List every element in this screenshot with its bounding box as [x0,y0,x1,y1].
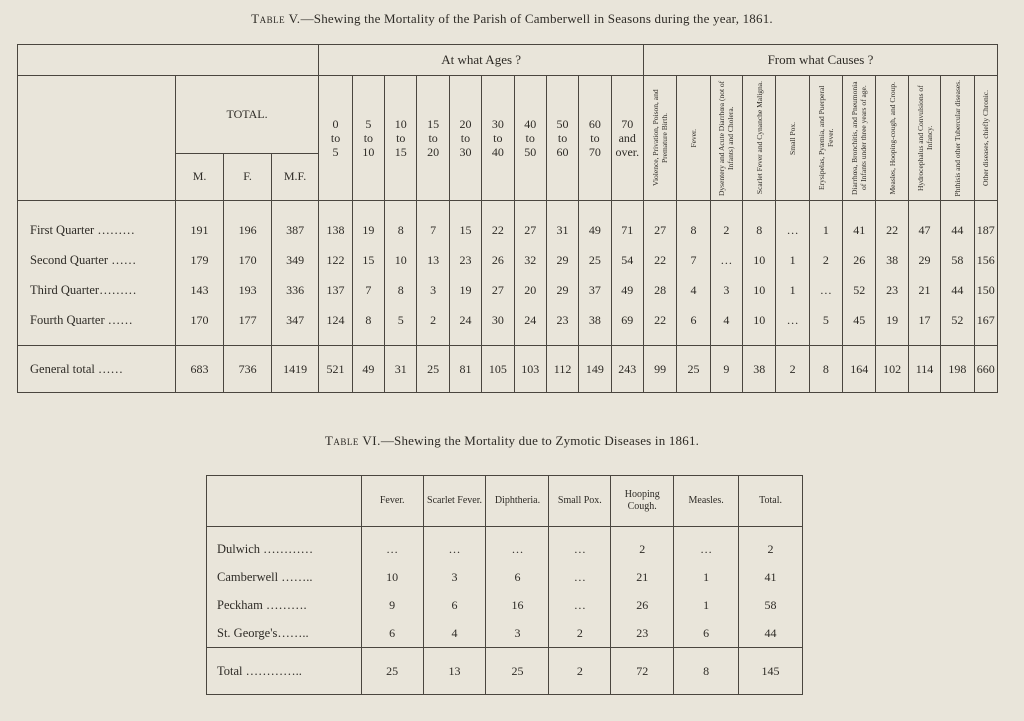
table-cell: 6 [423,591,486,619]
row-label: Dulwich ………… [217,541,314,556]
cause-header [776,76,809,201]
row-label: Total ………….. [207,648,362,695]
table-cell: 26 [482,245,514,275]
table-cell: 29 [546,245,578,275]
table-row [18,275,998,305]
cause-header-text: Scarlet Fever and Cynanche Maligna. [754,81,764,195]
age-group-text: to [557,131,568,145]
sex-header: M. [175,153,224,200]
table-cell: 26 [843,245,876,275]
row-label: Camberwell …….. [217,569,313,584]
table-cell: 72 [611,648,674,695]
table-cell: 10 [743,275,776,305]
table-cell: 8 [385,201,417,246]
age-group-text: 40 [524,117,537,131]
table-cell: 49 [611,275,643,305]
table-cell: 9 [710,346,742,393]
table-cell: … [776,201,809,246]
age-group-text: 60 [588,117,601,131]
cause-header-text: Phthisis and other Tubercular diseases. [952,79,962,197]
age-group-text: 10 [394,117,407,131]
table-cell: 20 [514,275,546,305]
table-cell: 170 [175,305,224,346]
table-cell: 179 [175,245,224,275]
table-cell: … [549,527,611,564]
table-cell: 2 [776,346,809,393]
table-cell: 23 [611,619,674,648]
table-cell: 150 [974,275,997,305]
table-cell: 137 [319,275,352,305]
table-cell: 25 [417,346,449,393]
cause-header-text: Small Pox. [788,121,798,155]
table-cell: 31 [546,201,578,246]
table-cell: 41 [739,563,803,591]
table-row [207,563,803,591]
age-group-text: 30 [491,117,504,131]
table-cell: 3 [710,275,742,305]
table-cell: … [710,245,742,275]
cause-header [876,76,908,201]
table-cell: 164 [843,346,876,393]
table-cell: 2 [739,527,803,564]
table-cell: 22 [643,305,676,346]
table-cell: … [776,305,809,346]
table-cell: 24 [514,305,546,346]
table-cell: 52 [843,275,876,305]
table-vi-caption [0,433,1024,449]
table-cell: 193 [224,275,272,305]
ages-header: At what Ages ? [319,45,644,76]
table-cell: 198 [941,346,974,393]
table-cell: 71 [611,201,643,246]
table-cell: 3 [417,275,449,305]
table-cell: 25 [361,648,423,695]
table-cell: 8 [809,346,842,393]
age-group-text: to [396,131,406,145]
table-row [207,527,803,564]
column-header: Total. [739,476,803,527]
table-cell: 8 [352,305,384,346]
table-cell: 8 [743,201,776,246]
table-cell: 105 [482,346,514,393]
table-cell: 21 [908,275,940,305]
age-group-text: 20 [427,145,440,159]
table-cell: 387 [271,201,319,246]
table-cell: 347 [271,305,319,346]
table-cell: 191 [175,201,224,246]
table-cell: 28 [643,275,676,305]
table-vi [206,475,803,695]
table-row [18,201,998,246]
table-cell: 23 [449,245,481,275]
age-group-header [482,76,514,201]
table-cell: 32 [514,245,546,275]
row-label: Third Quarter……… [30,282,137,297]
table-cell: 349 [271,245,319,275]
table-cell: 38 [743,346,776,393]
age-group-text: to [493,131,503,145]
table-cell: 8 [674,648,739,695]
age-group-text: 70 [621,117,634,131]
cause-header-text: Diarrhœa, Bronchitis, and Pneumonia of Infants under three years of age. [850,81,869,195]
age-group-header [546,76,578,201]
table-cell: 5 [385,305,417,346]
age-group-text: to [590,131,600,145]
age-group-text: 50 [556,117,569,131]
column-header: Diphtheria. [486,476,549,527]
age-group-header [417,76,449,201]
table-cell: 7 [352,275,384,305]
table-cell: 7 [677,245,710,275]
table-cell: 17 [908,305,940,346]
sex-header: F. [224,153,272,200]
column-header: Scarlet Fever. [423,476,486,527]
table-cell: 5 [809,305,842,346]
table-cell: 27 [514,201,546,246]
table-cell: 170 [224,245,272,275]
table-cell: 44 [941,201,974,246]
table-cell: 4 [677,275,710,305]
table-cell: 54 [611,245,643,275]
column-header: Measles. [674,476,739,527]
table-cell: 10 [743,245,776,275]
cause-header-text: Erysipelas, Pyæmia, and Puerperal Fever. [816,85,835,191]
column-header: Fever. [361,476,423,527]
table-cell: 143 [175,275,224,305]
table-cell: 103 [514,346,546,393]
table-cell: … [486,527,549,564]
table-cell: 24 [449,305,481,346]
age-group-text: over. [615,145,640,159]
table-row [18,245,998,275]
table-cell: … [674,527,739,564]
table-v-caption-label: Table V. [251,11,301,26]
table-cell: 31 [385,346,417,393]
table-cell: 69 [611,305,643,346]
age-group-text: 70 [588,145,601,159]
table-cell: 29 [908,245,940,275]
table-v-caption [0,11,1024,27]
table-cell: 49 [352,346,384,393]
table-cell: 2 [611,527,674,564]
row-label: Second Quarter …… [30,252,137,267]
table-cell: 52 [941,305,974,346]
table-cell: 1 [674,591,739,619]
table-cell: 25 [677,346,710,393]
age-group-text: to [330,131,341,145]
cause-header-text: Violence, Privation, Poison, and Premature Birth. [651,89,670,187]
table-cell: 196 [224,201,272,246]
row-label: Fourth Quarter …… [30,312,133,327]
table-cell: … [423,527,486,564]
table-cell: 2 [549,619,611,648]
table-cell: 2 [549,648,611,695]
cause-header-text: Hydrocephalus and Convulsions of Infancy. [915,85,934,191]
row-label: St. George's…….. [217,625,309,640]
age-group-text: 60 [556,145,569,159]
sex-header: M.F. [271,153,319,200]
table-cell: 156 [974,245,997,275]
age-group-header [579,76,611,201]
table-cell: 124 [319,305,352,346]
total-header: TOTAL. [175,76,319,154]
table-cell: 683 [175,346,224,393]
table-v-caption-text: —Shewing the Mortality of the Parish of Camberwell in Seasons during the year, 1861. [300,11,773,26]
table-cell: 23 [546,305,578,346]
table-cell: 21 [611,563,674,591]
row-label: General total …… [18,346,176,393]
table-cell: 19 [449,275,481,305]
table-cell: … [549,591,611,619]
table-cell: 2 [809,245,842,275]
age-group-text: to [428,131,438,145]
table-cell: 660 [974,346,997,393]
column-header: Hooping Cough. [611,476,674,527]
table-cell: 22 [643,245,676,275]
table-cell: 27 [482,275,514,305]
age-group-text: to [460,131,471,145]
table-cell: 1419 [271,346,319,393]
cause-header [643,76,676,201]
age-group-header [352,76,384,201]
table-cell: 187 [974,201,997,246]
table-cell: 114 [908,346,940,393]
cause-header-text: Dysentery and Acute Diarrhœa (not of Infants) and Cholera. [717,80,736,196]
table-cell: 19 [876,305,908,346]
row-label: Peckham ………. [217,597,307,612]
table-cell: 41 [843,201,876,246]
table-cell: 38 [579,305,611,346]
table-cell: 4 [710,305,742,346]
age-group-text: 0 [332,117,339,131]
age-group-text: 5 [332,145,339,159]
total-row [207,648,803,695]
table-cell: 22 [482,201,514,246]
table-cell: 44 [739,619,803,648]
age-group-text: 30 [459,145,472,159]
table-cell: 145 [739,648,803,695]
table-vi-caption-label: Table VI. [324,433,381,448]
table-cell: 9 [361,591,423,619]
table-cell: … [549,563,611,591]
table-cell: 177 [224,305,272,346]
table-cell: 99 [643,346,676,393]
table-row [18,305,998,346]
table-cell: 15 [449,201,481,246]
table-cell: 47 [908,201,940,246]
table-cell: 13 [417,245,449,275]
table-cell: 138 [319,201,352,246]
age-group-header [385,76,417,201]
cause-header [809,76,842,201]
age-group-text: 50 [524,145,537,159]
table-cell: 6 [486,563,549,591]
age-group-text: and [618,131,636,145]
cause-header [974,76,997,201]
cause-header-text: Measles, Hooping-cough, and Croup. [887,81,897,195]
table-cell: 10 [385,245,417,275]
table-cell: 4 [423,619,486,648]
table-cell: 19 [352,201,384,246]
causes-header: From what Causes ? [643,45,997,76]
table-cell: … [361,527,423,564]
age-group-text: 10 [362,145,375,159]
table-cell: 6 [677,305,710,346]
table-cell: 6 [361,619,423,648]
table-cell: 112 [546,346,578,393]
table-cell: 2 [710,201,742,246]
table-cell: 25 [579,245,611,275]
table-cell: 49 [579,201,611,246]
table-cell: 336 [271,275,319,305]
table-cell: 58 [739,591,803,619]
table-cell: 38 [876,245,908,275]
table-cell: 167 [974,305,997,346]
table-row [207,591,803,619]
table-cell: 25 [486,648,549,695]
table-cell: 521 [319,346,352,393]
cause-header [941,76,974,201]
table-cell: 1 [809,201,842,246]
table-cell: 3 [423,563,486,591]
table-cell: 10 [743,305,776,346]
table-row [207,619,803,648]
table-cell: 23 [876,275,908,305]
age-group-text: to [525,131,535,145]
table-cell: 58 [941,245,974,275]
table-cell: 15 [352,245,384,275]
age-group-text: 5 [365,117,372,131]
table-cell: 26 [611,591,674,619]
table-cell: 3 [486,619,549,648]
table-v [17,44,998,393]
age-group-header [319,76,352,201]
table-cell: 6 [674,619,739,648]
table-cell: 16 [486,591,549,619]
table-cell: 2 [417,305,449,346]
table-cell: 10 [361,563,423,591]
cause-header [677,76,710,201]
table-cell: 102 [876,346,908,393]
age-group-text: 20 [459,117,472,131]
age-group-header [611,76,643,201]
table-cell: 22 [876,201,908,246]
table-cell: 1 [776,275,809,305]
table-cell: 44 [941,275,974,305]
cause-header-text: Fever. [688,128,698,148]
cause-header [743,76,776,201]
table-cell: 29 [546,275,578,305]
age-group-header [449,76,481,201]
cause-header [710,76,742,201]
table-cell: 37 [579,275,611,305]
row-label: First Quarter ……… [30,222,135,237]
table-cell: 1 [776,245,809,275]
cause-header-text: Other diseases, chiefly Chronic. [981,89,991,186]
age-group-text: 15 [394,145,407,159]
table-cell: 27 [643,201,676,246]
table-cell: 45 [843,305,876,346]
table-cell: 30 [482,305,514,346]
age-group-text: 40 [491,145,504,159]
table-cell: 8 [385,275,417,305]
table-cell: 243 [611,346,643,393]
table-vi-caption-text: —Shewing the Mortality due to Zymotic Diseases in 1861. [380,433,700,448]
cause-header [843,76,876,201]
age-group-header [514,76,546,201]
total-row [18,346,998,393]
table-cell: 149 [579,346,611,393]
table-cell: 1 [674,563,739,591]
column-header: Small Pox. [549,476,611,527]
table-cell: 122 [319,245,352,275]
table-cell: 7 [417,201,449,246]
table-cell: 736 [224,346,272,393]
table-cell: … [809,275,842,305]
table-cell: 8 [677,201,710,246]
age-group-text: to [363,131,374,145]
age-group-text: 15 [427,117,440,131]
table-cell: 81 [449,346,481,393]
cause-header [908,76,940,201]
table-cell: 13 [423,648,486,695]
